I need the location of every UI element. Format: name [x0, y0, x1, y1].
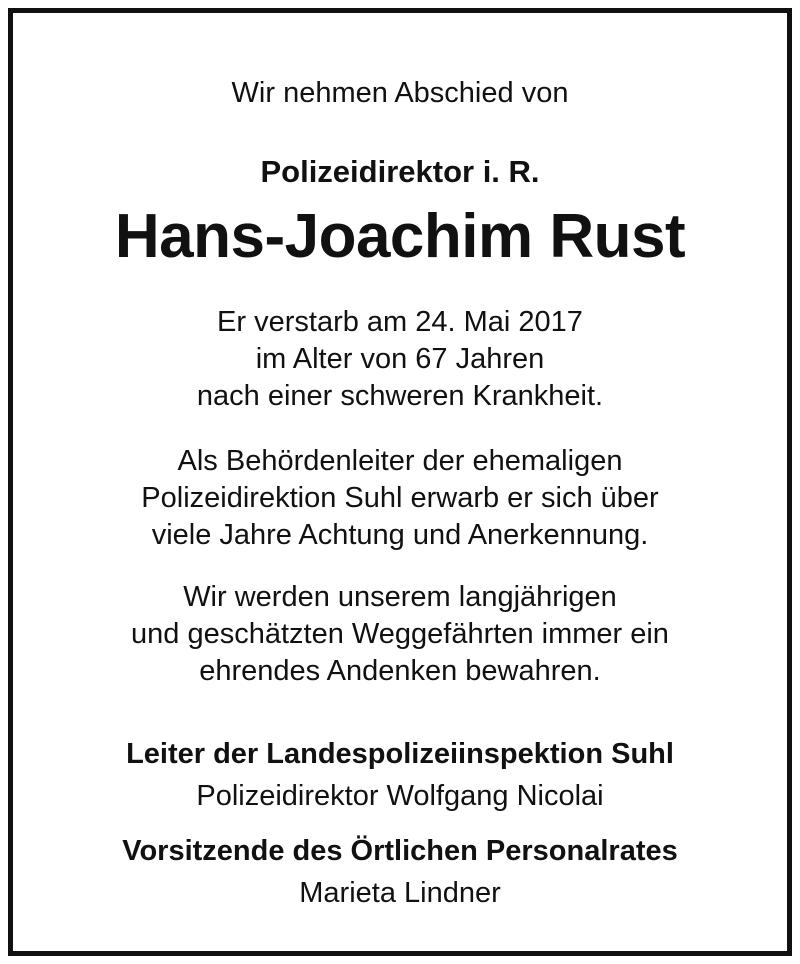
career-line: viele Jahre Achtung und Anerkennung. [151, 519, 649, 551]
intro-text: Wir nehmen Abschied von [231, 77, 569, 109]
obituary-notice [13, 13, 787, 951]
memory-line: ehrendes Andenken bewahren. [199, 655, 601, 687]
death-line: nach einer schweren Krankheit. [196, 380, 604, 412]
career-paragraph [13, 443, 787, 554]
death-paragraph [13, 304, 787, 415]
career-line: Als Behördenleiter der ehemaligen [177, 445, 623, 477]
memory-line: Wir werden unserem langjährigen [183, 581, 617, 613]
signatory-name: Marieta Lindner [299, 877, 501, 909]
career-line: Polizeidirektion Suhl erwarb er sich über [141, 482, 659, 514]
signatory-name: Polizeidirektor Wolfgang Nicolai [196, 780, 604, 812]
signatory-title: Leiter der Landespolizeiinspektion Suhl [126, 738, 674, 770]
deceased-name: Hans-Joachim Rust [114, 202, 686, 271]
obituary-frame [8, 8, 792, 956]
memory-line: und geschätzten Weggefährten immer ein [131, 618, 669, 650]
death-line: Er verstarb am 24. Mai 2017 [217, 306, 583, 338]
deceased-rank: Polizeidirektor i. R. [260, 154, 540, 189]
signatory-title: Vorsitzende des Örtlichen Personalrates [122, 835, 678, 867]
memory-paragraph [13, 579, 787, 690]
death-line: im Alter von 67 Jahren [255, 343, 545, 375]
